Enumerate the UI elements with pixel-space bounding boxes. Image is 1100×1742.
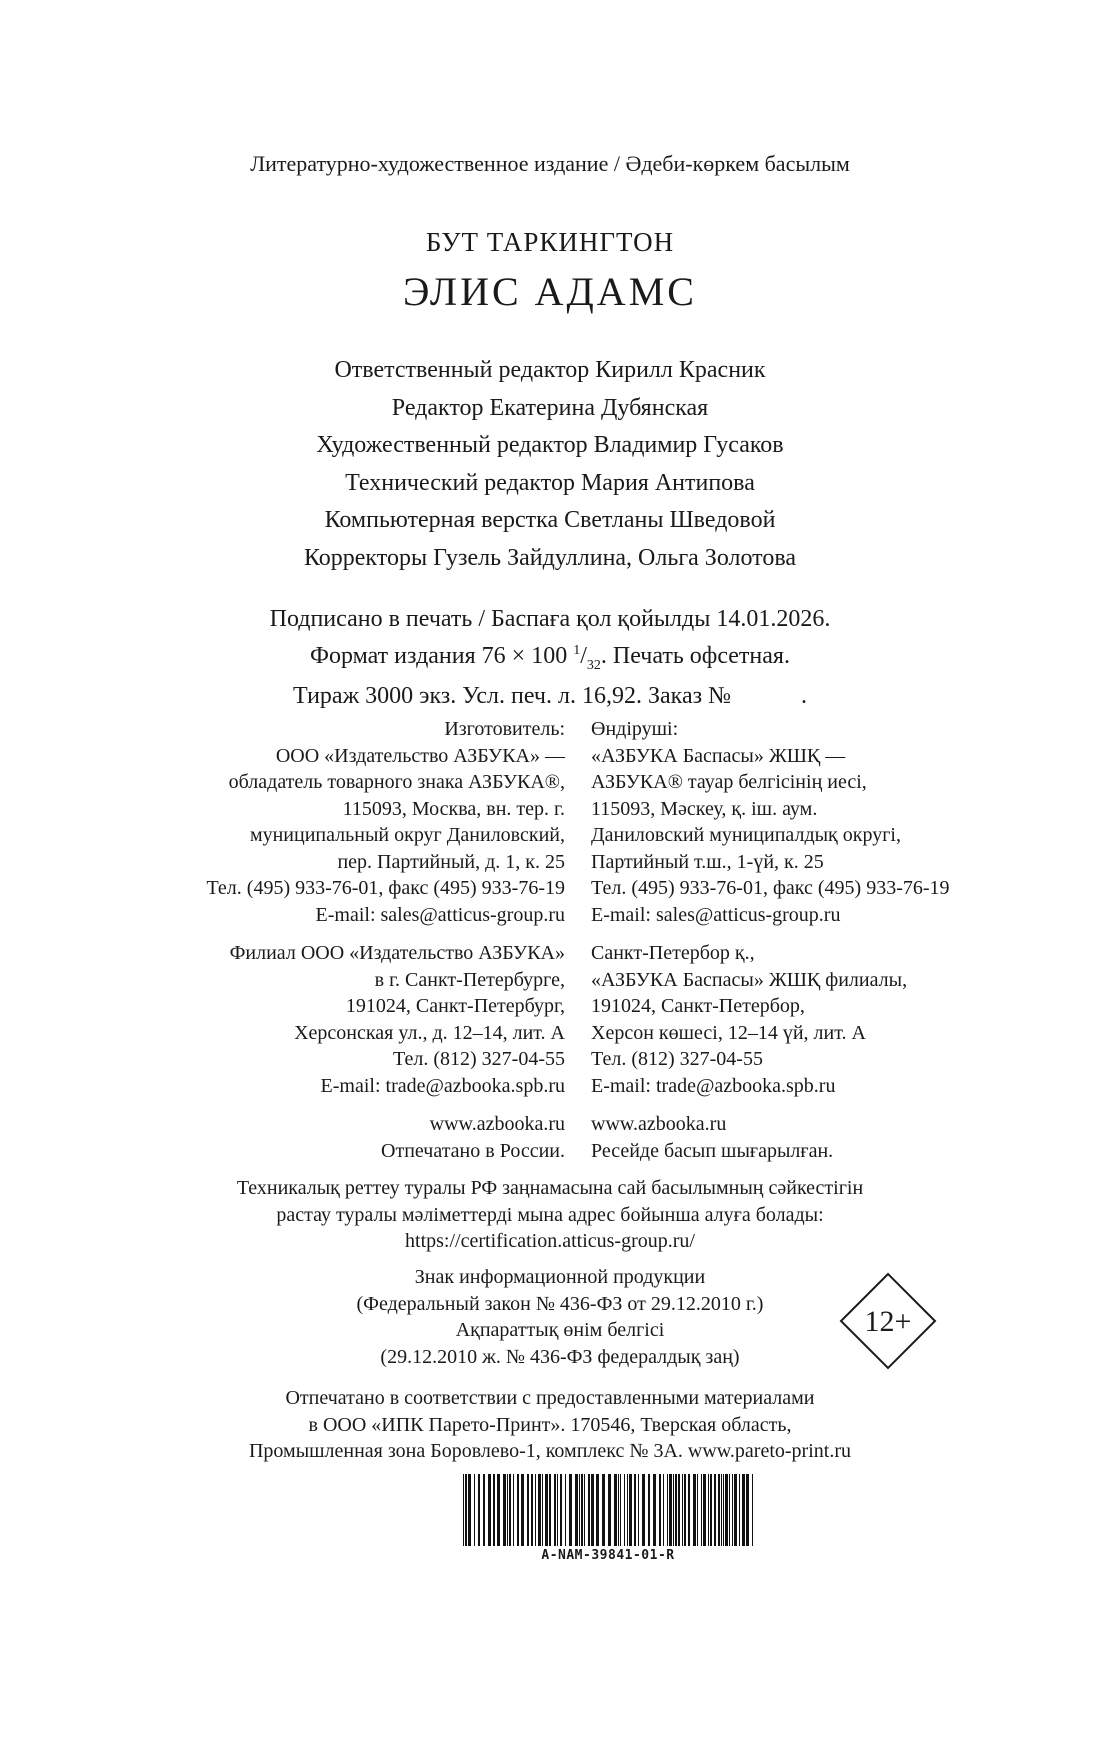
- barcode-bar: [739, 1474, 740, 1546]
- barcode-bar: [714, 1474, 716, 1546]
- barcode-bar: [675, 1474, 677, 1546]
- barcode-bar: [653, 1474, 656, 1546]
- barcode-bar: [614, 1474, 617, 1546]
- manufacturer-kz-line: Тел. (495) 933-76-01, факс (495) 933-76-19: [591, 877, 950, 899]
- barcode-bar: [642, 1474, 645, 1546]
- info-sign-line: Знак информационной продукции: [414, 1266, 706, 1288]
- barcode-bar: [703, 1474, 706, 1546]
- format-prefix: Формат издания 76 × 100: [310, 643, 574, 669]
- branch-kz: [591, 940, 950, 1099]
- printed-in-ru: Отпечатано в России.: [381, 1139, 565, 1162]
- barcode-bar: [618, 1474, 619, 1546]
- certification-line: Техникалық реттеу туралы РФ заңнамасына сай басылымның сәйкестігін: [236, 1177, 864, 1199]
- barcode-bar: [538, 1474, 541, 1546]
- barcode-bar: [723, 1474, 724, 1546]
- branch-kz-line: Санкт-Петербор қ.,: [591, 942, 755, 964]
- barcode-bar: [521, 1474, 524, 1546]
- barcode-bar: [648, 1474, 650, 1546]
- manufacturer-kz-line: 115093, Мәскеу, қ. іш. аум.: [591, 797, 818, 820]
- barcode-bar: [478, 1474, 480, 1546]
- barcode-bar: [669, 1474, 672, 1546]
- publisher-info-ru: [206, 716, 565, 1164]
- credit-line: Компьютерная верстка Светланы Шведовой: [324, 507, 776, 533]
- barcode-bar: [620, 1474, 621, 1546]
- barcode-code: A-NAM-39841-01-R: [541, 1548, 675, 1563]
- format-numerator: 1: [573, 643, 581, 658]
- barcode-bar: [729, 1474, 730, 1546]
- credits-list: [0, 352, 1100, 577]
- manufacturer-ru-line: Изготовитель:: [444, 718, 565, 740]
- barcode-bar: [575, 1474, 578, 1546]
- manufacturer-ru-line: E-mail: sales@atticus-group.ru: [315, 903, 565, 926]
- barcode-bar: [624, 1474, 625, 1546]
- manufacturer-ru-line: муниципальный округ Даниловский,: [249, 824, 565, 846]
- barcode-bar: [463, 1474, 464, 1546]
- manufacturer-kz-line: E-mail: sales@atticus-group.ru: [591, 903, 841, 926]
- barcode-bar: [549, 1474, 551, 1546]
- branch-kz-line: «АЗБУКА Баспасы» ЖШҚ филиалы,: [591, 968, 908, 991]
- website-ru: www.azbooka.ru: [429, 1113, 565, 1135]
- barcode-bar: [742, 1474, 745, 1546]
- barcode-bar: [584, 1474, 585, 1546]
- barcode-bar: [627, 1474, 628, 1546]
- manufacturer-kz-line: Партийный т.ш., 1-үй, к. 25: [591, 850, 824, 873]
- barcode-bar: [554, 1474, 556, 1546]
- manufacturer-kz-line: Даниловский муниципалдық округі,: [591, 824, 901, 846]
- barcode-bar: [667, 1474, 668, 1546]
- format-suffix: . Печать офсетная.: [600, 643, 790, 669]
- branch-kz-line: Тел. (812) 327-04-55: [591, 1048, 763, 1070]
- barcode-bar: [682, 1474, 683, 1546]
- certification-note: [0, 1175, 1100, 1255]
- barcode-bar: [710, 1474, 712, 1546]
- barcode-bar: [565, 1474, 566, 1546]
- barcode-bar: [581, 1474, 583, 1546]
- web-ru: [206, 1111, 565, 1164]
- barcode-bar: [634, 1474, 636, 1546]
- barcode-bar: [591, 1474, 594, 1546]
- manufacturer-ru-line: ООО «Издательство АЗБУКА» —: [275, 744, 565, 767]
- age-rating-label: 12+: [864, 1305, 912, 1338]
- format-slash: /: [580, 643, 587, 669]
- book-title: ЭЛИС АДАМС: [403, 269, 697, 314]
- manufacturer-ru: [206, 716, 565, 928]
- barcode-bar: [588, 1474, 590, 1546]
- barcode-bar: [569, 1474, 572, 1546]
- credit-line: Корректоры Гузель Зайдуллина, Ольга Золотова: [303, 544, 797, 571]
- manufacturer-kz-line: АЗБУКА® тауар белгісінің иесі,: [591, 771, 867, 793]
- barcode-bar: [708, 1474, 709, 1546]
- barcode-bar: [579, 1474, 580, 1546]
- barcode-bar: [688, 1474, 690, 1546]
- website-kz: www.azbooka.ru: [591, 1113, 727, 1135]
- barcode-bar: [493, 1474, 495, 1546]
- barcode-bar: [718, 1474, 720, 1546]
- publisher-info-kz: [591, 716, 950, 1164]
- certification-url: https://certification.atticus-group.ru/: [405, 1230, 695, 1252]
- edition-type: Литературно-художественное издание / Әдеби-көркем басылым: [250, 151, 850, 176]
- barcode-bar: [527, 1474, 529, 1546]
- barcode-bar: [542, 1474, 543, 1546]
- barcode-bar: [483, 1474, 485, 1546]
- barcode-bar: [545, 1474, 548, 1546]
- web-kz: [591, 1111, 950, 1164]
- manufacturer-kz-line: Өндіруші:: [591, 718, 679, 740]
- book-author: БУТ ТАРКИНГТОН: [425, 227, 675, 257]
- branch-ru-line: Тел. (812) 327-04-55: [393, 1048, 565, 1070]
- barcode-bar: [697, 1474, 698, 1546]
- age-rating-badge: [838, 1271, 938, 1371]
- credit-line: Технический редактор Мария Антипова: [345, 469, 755, 496]
- barcode-bar: [673, 1474, 674, 1546]
- barcode-bar: [602, 1474, 605, 1546]
- barcode-bar: [608, 1474, 611, 1546]
- barcode-bar: [503, 1474, 506, 1546]
- printer-info: [0, 1385, 1100, 1465]
- barcode-bar: [678, 1474, 680, 1546]
- manufacturer-ru-line: Тел. (495) 933-76-01, факс (495) 933-76-19: [206, 877, 565, 899]
- barcode-bar: [557, 1474, 558, 1546]
- barcode-bar: [701, 1474, 702, 1546]
- barcode-bar: [684, 1474, 686, 1546]
- barcode-bar: [560, 1474, 562, 1546]
- branch-ru: [206, 940, 565, 1099]
- manufacturer-kz-line: «АЗБУКА Баспасы» ЖШҚ —: [591, 744, 846, 767]
- barcode-bar: [629, 1474, 632, 1546]
- branch-kz-line: E-mail: trade@azbooka.spb.ru: [591, 1074, 836, 1097]
- barcode-bar: [663, 1474, 664, 1546]
- manufacturer-kz: [591, 716, 950, 928]
- barcode-bar: [517, 1474, 519, 1546]
- barcode-bar: [638, 1474, 639, 1546]
- branch-ru-line: Херсонская ул., д. 12–14, лит. А: [294, 1021, 565, 1044]
- certification-line: растау туралы мәліметтерді мына адрес бойынша алуға болады:: [276, 1203, 824, 1226]
- barcode-bar: [507, 1474, 508, 1546]
- barcode-bar: [497, 1474, 500, 1546]
- circulation-text: Тираж 3000 экз. Усл. печ. л. 16,92. Заказ №: [293, 682, 731, 709]
- printed-in-kz: Ресейде басып шығарылған.: [591, 1139, 834, 1162]
- manufacturer-ru-line: пер. Партийный, д. 1, к. 25: [337, 850, 565, 873]
- format-denominator: 32: [586, 657, 601, 673]
- branch-ru-line: E-mail: trade@azbooka.spb.ru: [320, 1074, 565, 1097]
- branch-ru-line: 191024, Санкт-Петербург,: [345, 995, 565, 1017]
- credit-line: Художественный редактор Владимир Гусаков: [316, 432, 784, 458]
- barcode-bar: [746, 1474, 749, 1546]
- format-fraction: [573, 643, 601, 673]
- printer-line: Отпечатано в соответствии с предоставленными материалами: [285, 1387, 815, 1409]
- barcode-bar: [693, 1474, 696, 1546]
- barcode-bar: [509, 1474, 511, 1546]
- barcode-bar: [596, 1474, 599, 1546]
- barcode-bar: [535, 1474, 536, 1546]
- info-sign-text: [300, 1264, 820, 1370]
- format-line: [0, 635, 1100, 681]
- branch-ru-line: в г. Санкт-Петербурге,: [374, 968, 565, 991]
- barcode-bar: [468, 1474, 471, 1546]
- branch-kz-line: Херсон көшесі, 12–14 үй, лит. А: [591, 1021, 866, 1044]
- barcode-bar: [725, 1474, 728, 1546]
- manufacturer-ru-line: обладатель товарного знака АЗБУКА®,: [228, 771, 565, 793]
- info-sign-line: (29.12.2010 ж. № 436-ФЗ федералдық заң): [380, 1345, 740, 1368]
- circulation-end: .: [800, 682, 807, 709]
- barcode: [463, 1474, 753, 1546]
- printer-line: в ООО «ИПК Парето-Принт». 170546, Тверская область,: [308, 1413, 792, 1436]
- barcode-bar: [531, 1474, 533, 1546]
- barcode-bar: [488, 1474, 491, 1546]
- barcode-bar: [721, 1474, 722, 1546]
- barcode-bar: [513, 1474, 514, 1546]
- branch-ru-line: Филиал ООО «Издательство АЗБУКА»: [229, 942, 565, 964]
- info-sign-line: (Федеральный закон № 436-ФЗ от 29.12.2010 г.): [356, 1292, 764, 1315]
- barcode-bar: [732, 1474, 733, 1546]
- manufacturer-ru-line: 115093, Москва, вн. тер. г.: [342, 797, 565, 820]
- barcode-bar: [474, 1474, 475, 1546]
- print-info: [0, 604, 1100, 712]
- printer-line: Промышленная зона Боровлево-1, комплекс № 3А. www.pareto-print.ru: [248, 1440, 851, 1462]
- info-sign-line: Ақпараттық өнім белгісі: [455, 1319, 665, 1341]
- branch-kz-line: 191024, Санкт-Петербор,: [591, 995, 805, 1017]
- barcode-bar: [659, 1474, 661, 1546]
- circulation-line: [0, 681, 1100, 712]
- signed-date: Подписано в печать / Баспаға қол қойылды 14.01.2026.: [269, 606, 831, 632]
- barcode-bar: [465, 1474, 467, 1546]
- barcode-bar: [752, 1474, 753, 1546]
- barcode-bar: [734, 1474, 737, 1546]
- credit-line: Ответственный редактор Кирилл Красник: [334, 357, 766, 383]
- credit-line: Редактор Екатерина Дубянская: [391, 394, 709, 421]
